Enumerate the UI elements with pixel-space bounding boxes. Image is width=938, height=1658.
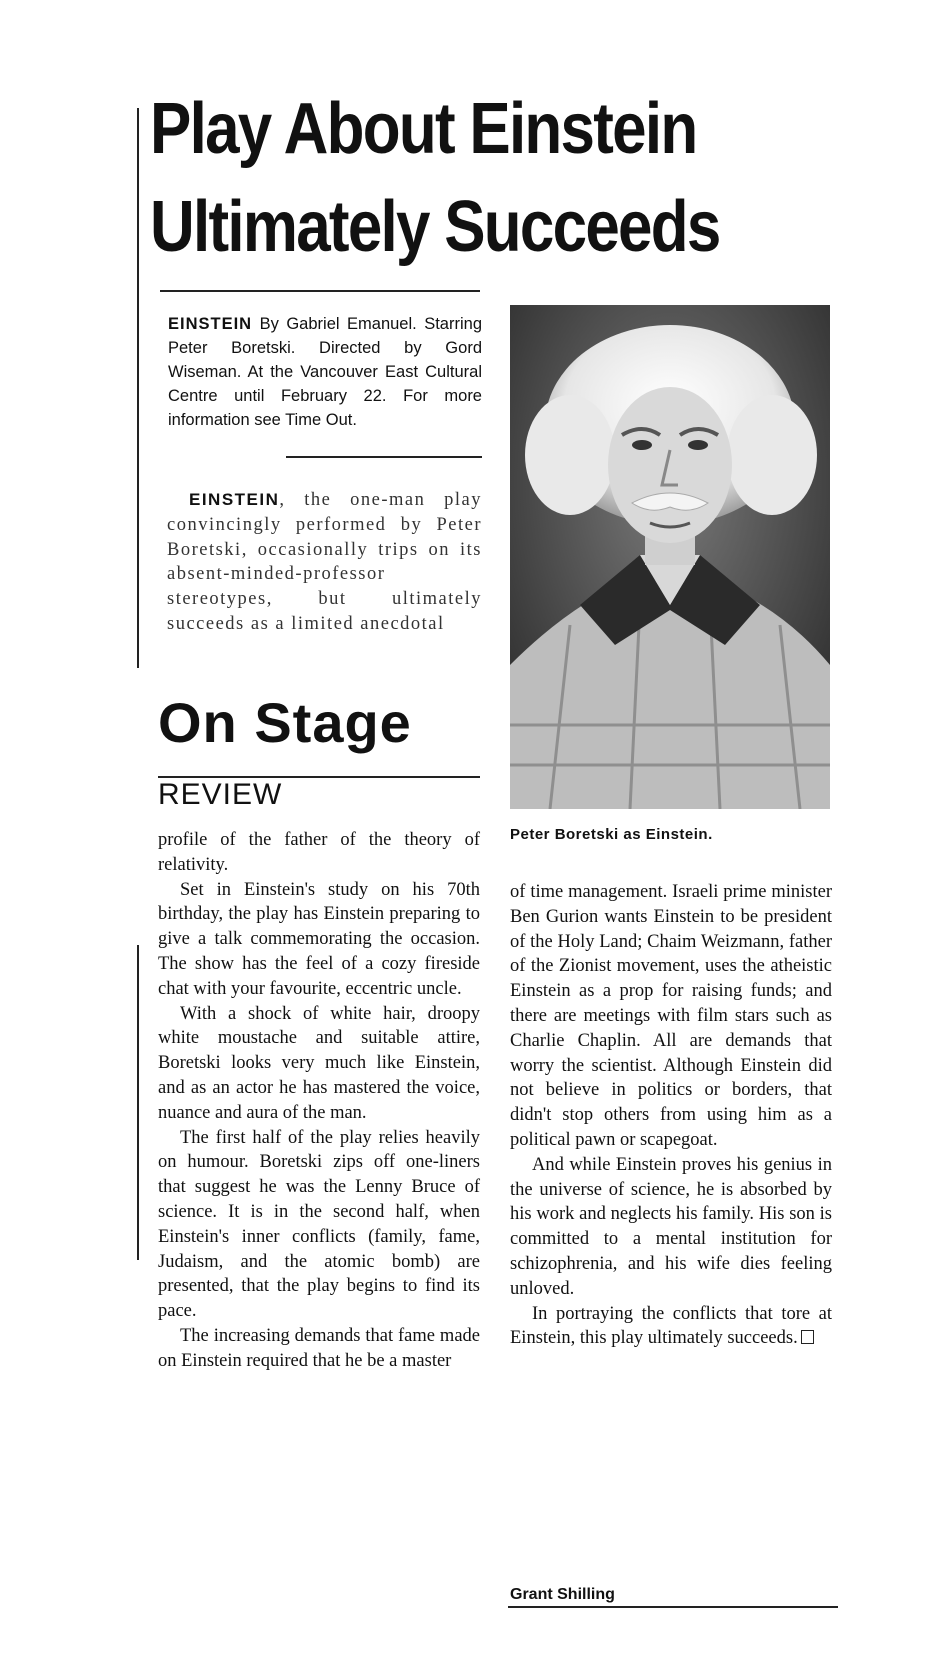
col2-paragraph-3 bbox=[510, 1302, 832, 1352]
credits-block bbox=[168, 312, 482, 432]
col2-paragraph-2: And while Einstein proves his genius in the universe of science, he is absorbed by his work and neglects his family. His son is committed to a mental institution for schizophrenia, and his wife dies feeling unloved. bbox=[510, 1154, 832, 1299]
headline bbox=[150, 80, 769, 276]
footer-rule bbox=[508, 1606, 838, 1608]
section-subtitle: REVIEW bbox=[158, 778, 283, 811]
col2-paragraph-3-text: In portraying the conflicts that tore at Einstein, this play ultimately succeeds. bbox=[510, 1303, 832, 1349]
article-column-2 bbox=[510, 880, 832, 1351]
intro-text: , the one-man play convincingly performed by Peter Boretski, occasionally trips on its absent-minded-professor stereotypes, but ultimately succeeds as a limited anecdotal bbox=[167, 490, 482, 634]
credits-title: EINSTEIN bbox=[168, 315, 253, 333]
col1-paragraph-1: profile of the father of the theory of relativity. bbox=[158, 830, 480, 875]
section-kicker: On Stage bbox=[158, 691, 412, 754]
col1-paragraph-5: The increasing demands that fame made on Einstein required that he be a master bbox=[158, 1325, 480, 1371]
credits-bottom-rule bbox=[286, 456, 482, 458]
col2-paragraph-1: of time management. Israeli prime minister Ben Gurion wants Einstein to be president of the Holy Land; Chaim Weizmann, father of the Zionist movement, uses the atheistic Einstein as a prop for raising funds; and there are meetings with film stars such as Charlie Chaplin. All are demands that worry the scientist. Although Einstein did not believe in politics or borders, that didn't stop others from using him as a political pawn or scapegoat. bbox=[510, 882, 832, 1150]
byline: Grant Shilling bbox=[510, 1586, 615, 1603]
left-margin-rule-bottom bbox=[137, 945, 139, 1260]
intro-lead: EINSTEIN bbox=[189, 490, 280, 509]
einstein-photo bbox=[510, 305, 830, 809]
credits-top-rule bbox=[160, 290, 480, 292]
portrait-illustration bbox=[510, 305, 830, 809]
headline-line-2: Ultimately Succeeds bbox=[150, 187, 720, 267]
article-column-1 bbox=[158, 828, 480, 1374]
left-margin-rule-top bbox=[137, 108, 139, 668]
photo-caption: Peter Boretski as Einstein. bbox=[510, 826, 713, 843]
col1-paragraph-3: With a shock of white hair, droopy white moustache and suitable attire, Boretski looks very much like Einstein, and as an actor he has mastered the voice, nuance and aura of the man. bbox=[158, 1003, 480, 1123]
col1-paragraph-4: The first half of the play relies heavily on humour. Boretski zips off one-liners that suggest he was the Lenny Bruce of science. It is in the second half, when Einstein's inner conflicts (family, fame, Judaism, and the atomic bomb) are presented, that the play begins to find its pace. bbox=[158, 1127, 480, 1322]
headline-line-1: Play About Einstein bbox=[150, 89, 697, 169]
intro-paragraph bbox=[167, 488, 482, 637]
col1-paragraph-2: Set in Einstein's study on his 70th birthday, the play has Einstein preparing to give a talk commemorating the occasion. The show has the feel of a cozy fireside chat with your favourite, eccentric uncle. bbox=[158, 879, 480, 999]
credits-text: By Gabriel Emanuel. Starring Peter Boretski. Directed by Gord Wiseman. At the Vancouver East Cultural Centre until February 22. For more information see Time Out. bbox=[168, 315, 482, 429]
end-of-article-mark bbox=[801, 1330, 814, 1344]
